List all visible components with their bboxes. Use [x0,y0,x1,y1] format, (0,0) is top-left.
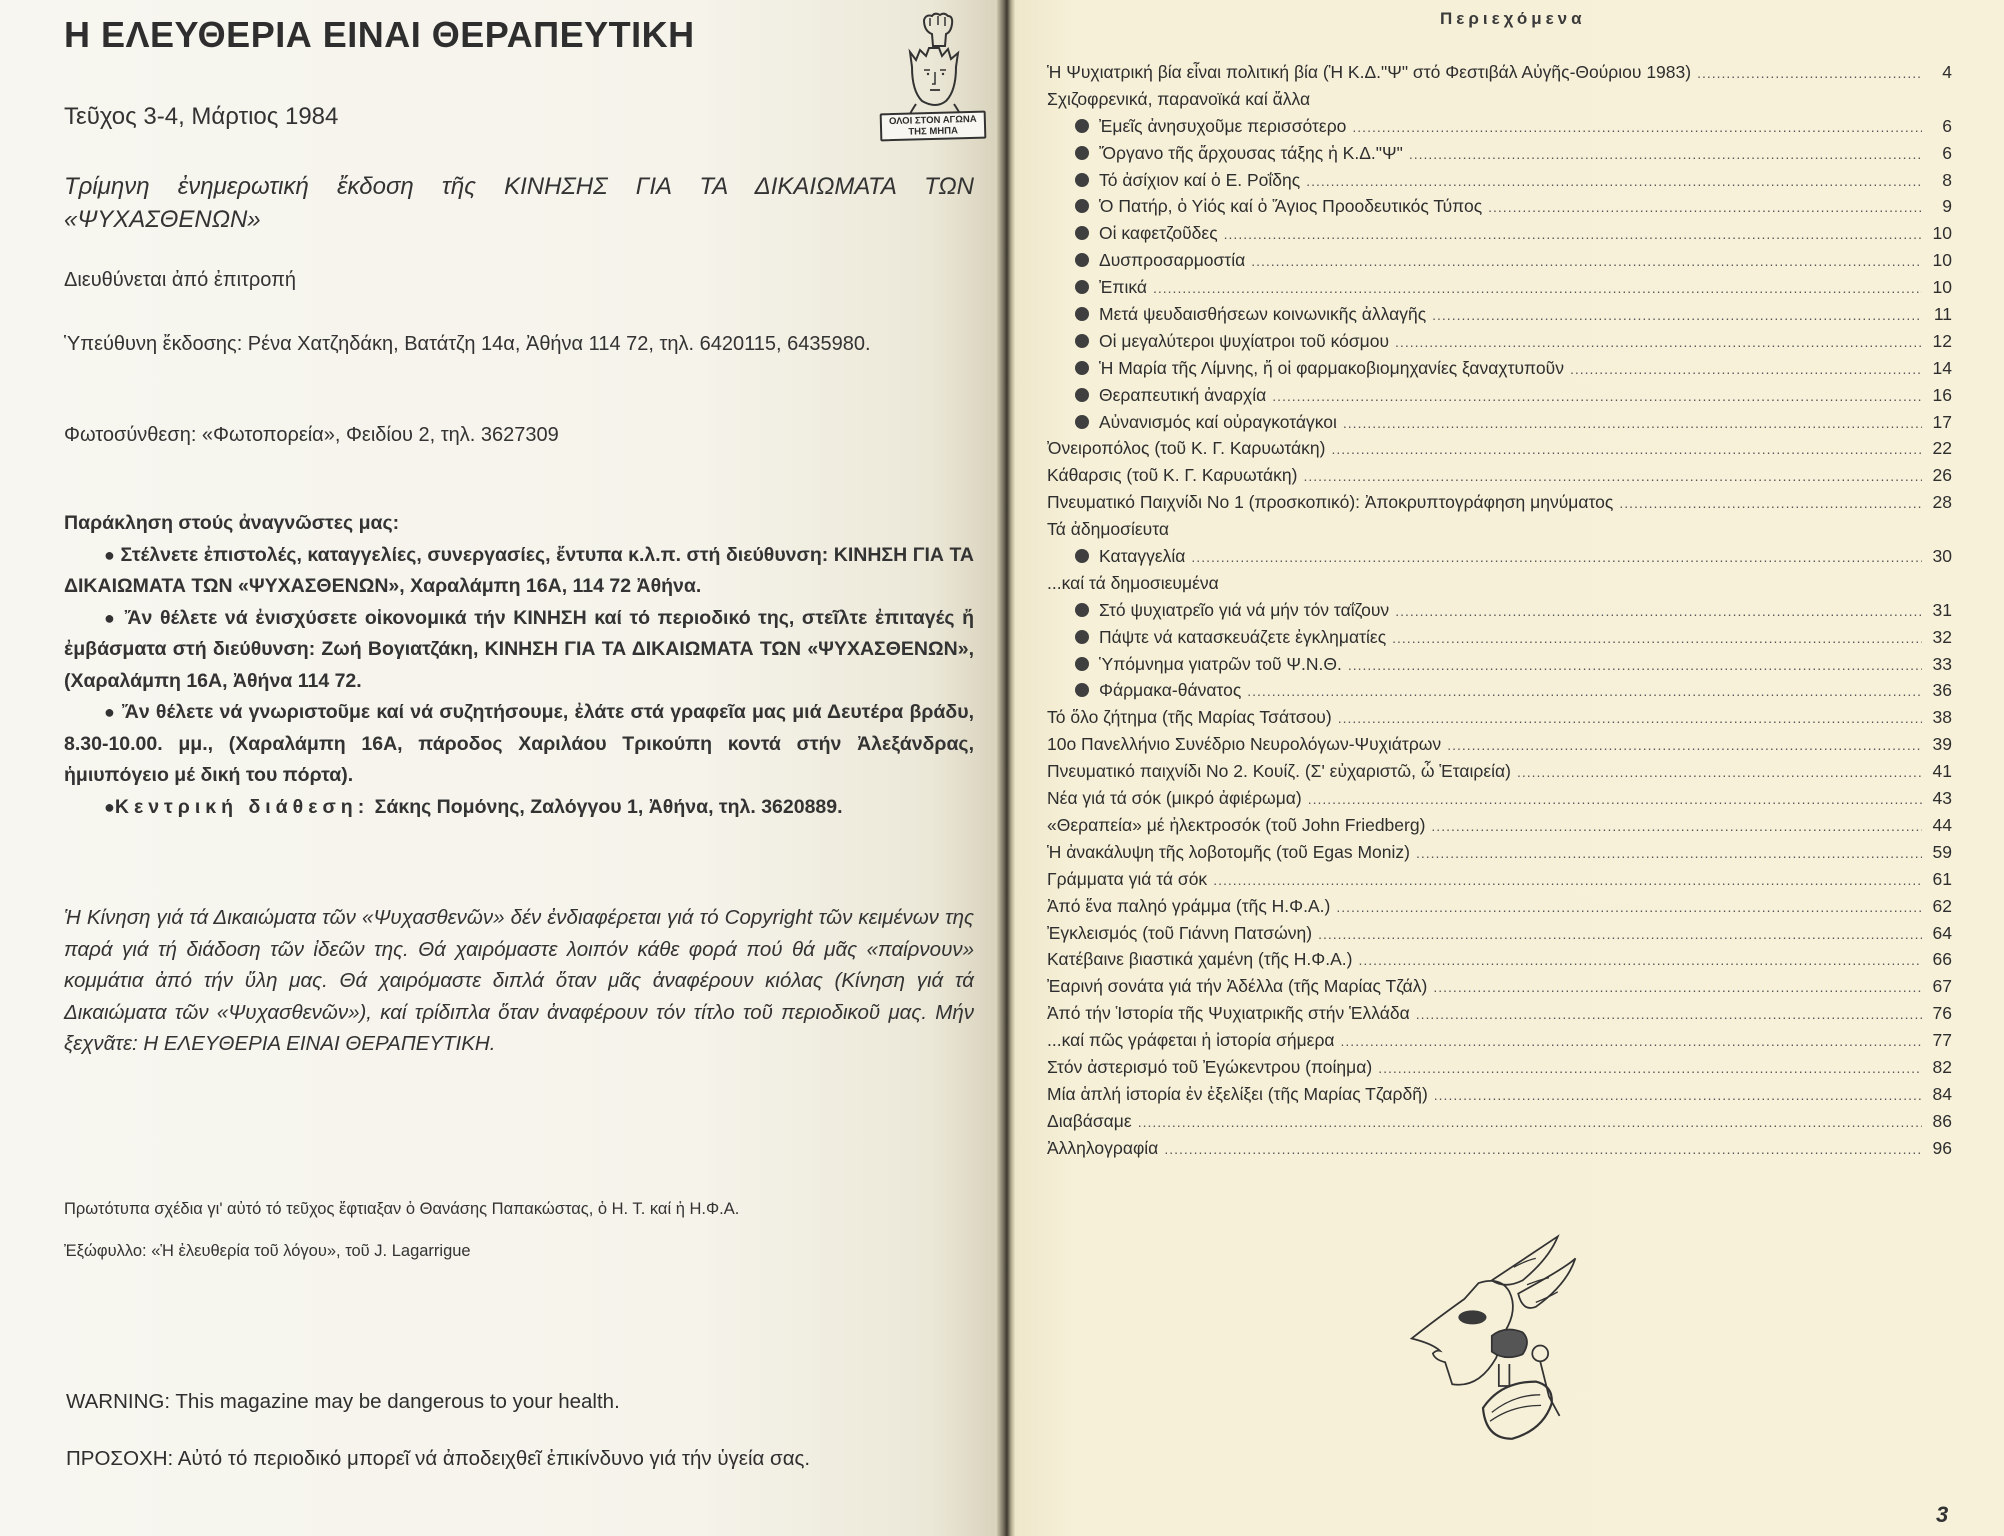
bullet-icon [1075,388,1089,402]
dot-leader [1697,65,1922,81]
toc-entry-page: 6 [1942,115,1952,136]
dot-leader [1341,1033,1922,1049]
toc-entry [1047,896,1952,923]
toc-entry-title: Σχιζοφρενικά, παρανοϊκά καί ἄλλα [1047,88,1311,109]
toc-entry-page: 22 [1932,438,1952,459]
toc-entry-title: Μετά ψευδαισθήσεων κοινωνικῆς ἀλλαγῆς [1099,304,1427,325]
toc-entry-page: 77 [1932,1030,1952,1051]
toc-entry [1047,438,1952,465]
dot-leader [1517,764,1922,780]
toc-entry-page: 10 [1932,250,1952,271]
raised-fist-logo-icon [894,12,976,114]
dot-leader [1331,441,1922,457]
toc-entry-title: Ὄργανο τῆς ἄρχουσας τάξης ἡ Κ.Δ."Ψ" [1099,142,1403,163]
toc-entry [1047,788,1952,815]
toc-entry [1047,492,1952,519]
toc-entry-title: «Θεραπεία» μέ ἠλεκτροσόκ (τοῦ John Friedberg) [1047,814,1426,835]
toc-entry [1047,923,1952,950]
toc-entry [1047,358,1952,385]
dot-leader [1488,199,1922,215]
toc-entry [1047,734,1952,761]
toc-entry [1047,223,1952,250]
toc-entry-title: Ἡ ἀνακάλυψη τῆς λοβοτομῆς (τοῦ Egas Moniz) [1047,841,1410,862]
toc-entry [1047,331,1952,358]
toc-entry-page: 36 [1932,680,1952,701]
toc-entry [1047,277,1952,304]
toc-entry-page: 6 [1942,142,1952,163]
toc-entry [1047,976,1952,1003]
toc-entry [1047,842,1952,869]
toc-entry [1047,707,1952,734]
toc-section-heading [1047,89,1952,116]
toc-entry [1047,949,1952,976]
bullet-icon [1075,199,1089,213]
toc-entry-page: 39 [1932,734,1952,755]
bullet-icon [1075,683,1089,697]
distribution-text: Σάκης Πομόνης, Ζαλόγγου 1, Ἀθήνα, τηλ. 3620889. [374,795,843,818]
toc-entry-page: 43 [1932,788,1952,809]
bullet-icon: ● [104,544,115,565]
toc-entry-page: 8 [1942,169,1952,190]
bullet-icon [1075,226,1089,240]
toc-entry [1047,815,1952,842]
toc-entry-title: Δυσπροσαρμοστία [1099,250,1246,271]
toc-entry [1047,1138,1952,1165]
dot-leader [1358,952,1922,968]
toc-entry-page: 30 [1932,546,1952,567]
bullet-icon: ● [104,702,116,722]
dot-leader [1409,146,1922,162]
toc-entry-title: Αὐνανισμός καί οὐραγκοτάγκοι [1099,411,1337,432]
dot-leader [1308,791,1922,807]
dot-leader [1416,845,1922,861]
toc-entry-page: 64 [1932,922,1952,943]
bullet-icon [1075,280,1089,294]
dot-leader [1153,280,1922,296]
dot-leader [1343,415,1922,431]
readers-item [64,603,974,698]
toc-entry-title: Κατέβαινε βιαστικά χαμένη (τῆς Η.Φ.Α.) [1047,949,1353,970]
toc-entry [1047,869,1952,896]
toc-title: Περιεχόμενα [1440,9,1586,28]
toc-entry [1047,1030,1952,1057]
toc-entry-title: Πνευματικό Παιχνίδι Νο 1 (προσκοπικό): Ἀποκρυπτογράφηση μηνύματος [1047,492,1614,513]
toc-entry-title: Τό ὅλο ζήτημα (τῆς Μαρίας Τσάτσου) [1047,707,1332,728]
toc-entry-title: Ἐγκλεισμός (τοῦ Γιάννη Πατσώνη) [1047,922,1313,943]
dot-leader [1213,872,1922,888]
toc-entry-title: Τό ἀσίχιον καί ὁ Ε. Ροΐδης [1099,169,1301,190]
bullet-icon [1075,657,1089,671]
toc-entry-title: Διαβάσαμε [1047,1110,1132,1131]
dot-leader [1378,1060,1922,1076]
toc-entry-page: 59 [1932,841,1952,862]
dot-leader [1251,253,1922,269]
toc-entry [1047,62,1952,89]
toc-section-heading [1047,519,1952,546]
dot-leader [1224,226,1922,242]
table-of-contents [1047,62,1952,1165]
toc-entry-title: Ὀνειροπόλος (τοῦ Κ. Γ. Καρυωτάκη) [1047,438,1326,459]
toc-entry-title: Ἡ Μαρία τῆς Λίμνης, ἤ οἱ φαρμακοβιομηχανίες ξαναχτυποῦν [1099,357,1564,378]
masthead-title: Η ΕΛΕΥΘΕΡΙΑ ΕΙΝΑΙ ΘΕΡΑΠΕΥΤΙΚΗ [64,14,695,55]
dot-leader [1619,495,1922,511]
toc-entry [1047,546,1952,573]
toc-entry-title: 10ο Πανελλήνιο Συνέδριο Νευρολόγων-Ψυχιάτρων [1047,734,1442,755]
dot-leader [1434,1087,1922,1103]
toc-entry-page: 96 [1932,1137,1952,1158]
toc-entry-page: 31 [1932,599,1952,620]
toc-entry-page: 4 [1942,62,1952,82]
dot-leader [1348,657,1922,673]
bullet-icon [1075,146,1089,160]
toc-entry-title: ...καί τά δημοσιευμένα [1047,572,1219,593]
dot-leader [1570,361,1922,377]
dot-leader [1338,710,1922,726]
dot-leader [1272,388,1922,404]
toc-entry-page: 32 [1932,626,1952,647]
toc-entry [1047,143,1952,170]
movement-logo [880,12,990,142]
readers-item-text: Ἄν θέλετε νά γνωριστοῦμε καί νά συζητήσουμε, ἐλάτε στά γραφεῖα μας μιά Δευτέρα βράδυ, 8.30-10.00. μμ., (Χαραλάμπη 16Α, πάροδος Χαριλάου Τρικούπη κοντά στήν Ἀλεξάνδρας, ἡμιυπόγειο μέ δική του πόρτα). [64,701,975,786]
copyright-note: Ἡ Κίνηση γιά τά Δικαιώματα τῶν «Ψυχασθενῶν» δέν ἐνδιαφέρεται γιά τό Copyright τῶν κειμένων της παρά γιά τή διάδοση τῶν ἰδεῶν της. Θά χαιρόμαστε λοιπόν κάθε φορά πού θά μᾶς «παίρνουν» κομμάτια ἀπό τήν ὕλη μας. Θά χαιρόμαστε διπλά ὅταν μᾶς ἀναφέρουν κιόλας (Κίνηση γιά τά Δικαιώματα τῶν «Ψυχασθενῶν»), καί τρίδιπλα ὅταν ἀναφέρουν τόν τίτλο τοῦ περιοδικοῦ μας. Μήν ξεχνᾶτε: Η ΕΛΕΥΘΕΡΙΑ ΕΙΝΑΙ ΘΕΡΑΠΕΥΤΙΚΗ. [64,906,974,1055]
toc-entry-page: 10 [1932,277,1952,298]
dot-leader [1395,334,1922,350]
design-credits: Πρωτότυπα σχέδια γι' αὐτό τό τεῦχος ἔφτιαξαν ὁ Θανάσης Παπακώστας, ὁ Η. Τ. καί ἡ Η.Φ.Α. [64,1200,740,1218]
toc-entry [1047,1057,1952,1084]
toc-entry [1047,1003,1952,1030]
toc-entry-page: 26 [1932,465,1952,486]
toc-entry [1047,600,1952,627]
directed-by: Διευθύνεται ἀπό ἐπιτροπή [64,269,297,291]
toc-entry [1047,385,1952,412]
left-page [0,0,1000,1536]
toc-entry-title: Ἀπό τήν Ἱστορία τῆς Ψυχιατρικῆς στήν Ἑλλάδα [1047,1003,1410,1024]
toc-entry-page: 41 [1932,761,1952,782]
toc-entry [1047,116,1952,143]
cover-credit: Ἐξώφυλλο: «Ἡ ἐλευθερία τοῦ λόγου», τοῦ J. Lagarrigue [64,1242,471,1260]
toc-entry-page: 10 [1932,223,1952,244]
toc-entry [1047,465,1952,492]
readers-notice [64,508,974,823]
toc-entry-page: 76 [1932,1003,1952,1024]
toc-entry-page: 67 [1932,976,1952,997]
bullet-icon: ● [104,607,118,628]
dot-leader [1416,1006,1922,1022]
dot-leader [1191,549,1922,565]
toc-entry [1047,627,1952,654]
toc-entry-title: Στόν ἀστερισμό τοῦ Ἐγώκεντρου (ποίημα) [1047,1056,1373,1077]
toc-entry-page: 28 [1932,492,1952,513]
distribution-label: Κεντρική διάθεση: [114,795,370,818]
toc-entry [1047,761,1952,788]
toc-entry-title: Νέα γιά τά σόκ (μικρό ἀφιέρωμα) [1047,788,1302,809]
dot-leader [1318,926,1922,942]
toc-entry-title: Στό ψυχιατρεῖο γιά νά μήν τόν ταΐζουν [1099,599,1390,620]
dot-leader [1138,1114,1922,1130]
bullet-icon [1075,173,1089,187]
bullet-icon [1075,415,1089,429]
bullet-icon [1075,603,1089,617]
dot-leader [1392,630,1922,646]
dot-leader [1447,737,1922,753]
readers-item-text: Ἄν θέλετε νά ἐνισχύσετε οἰκονομικά τήν ΚΙΝΗΣΗ καί τό περιοδικό της, στεῖλτε ἐπιταγές ἤ ἐμβάσματα στή διεύθυνση: Ζωή Βογιατζάκη, ΚΙΝΗΣΗ ΓΙΑ ΤΑ ΔΙΚΑΙΩΜΑΤΑ ΤΩΝ «ΨΥΧΑΣΘΕΝΩΝ», (Χαραλάμπη 16Α, Ἀθήνα 114 72. [64,606,975,692]
toc-entry-page: 16 [1932,384,1952,405]
book-spine [997,0,1015,1536]
toc-entry-title: Ὑπόμνημα γιατρῶν τοῦ Ψ.Ν.Θ. [1099,653,1342,674]
toc-entry-title: Ὁ Πατήρ, ὁ Υἱός καί ὁ Ἅγιος Προοδευτικός Τύπος [1099,196,1483,217]
toc-entry [1047,170,1952,197]
toc-entry-title: Φάρμακα-θάνατος [1099,680,1242,701]
dot-leader [1306,173,1922,189]
toc-entry-title: Ἀλληλογραφία [1047,1137,1159,1158]
readers-item [64,697,974,792]
warning-greek: ΠΡΟΣΟΧΗ: Αὐτό τό περιοδικό μπορεῖ νά ἀποδειχθεῖ ἐπικίνδυνο γιά τήν ὑγεία σας. [66,1447,811,1470]
bullet-icon [1075,334,1089,348]
bullet-icon [1075,361,1089,375]
dot-leader [1433,979,1922,995]
toc-entry-page: 11 [1933,304,1952,325]
dot-leader [1431,818,1922,834]
dot-leader [1247,683,1922,699]
logo-caption: ΟΛΟΙ ΣΤΟΝ ΑΓΩΝΑ ΤΗΣ ΜΗΠΑ [880,111,987,142]
distribution-item [64,792,974,824]
toc-entry-title: Τά ἀδημοσίευτα [1047,519,1169,540]
toc-entry-page: 44 [1932,814,1952,835]
toc-entry-title: Ἐμεῖς ἀνησυχοῦμε περισσότερο [1099,115,1347,136]
bullet-icon: ● [104,796,115,817]
toc-entry-title: Ἀπό ἕνα παληό γράμμα (τῆς Η.Φ.Α.) [1047,895,1331,916]
warning-english: WARNING: This magazine may be dangerous to your health. [66,1390,620,1413]
toc-entry [1047,680,1952,707]
dot-leader [1164,1141,1922,1157]
toc-entry [1047,196,1952,223]
page-number: 3 [1936,1502,1949,1527]
toc-entry-title: Ἡ Ψυχιατρική βία εἶναι πολιτική βία (Ἡ Κ.Δ."Ψ" στό Φεστιβάλ Αὐγῆς-Θούριου 1983) [1047,62,1692,82]
toc-entry-page: 9 [1942,196,1952,217]
toc-entry-page: 12 [1932,330,1952,351]
readers-heading: Παράκληση στούς ἀναγνῶστες μας: [64,512,400,534]
publisher-info: Ὑπεύθυνη ἔκδοσης: Ρένα Χατζηδάκη, Βατάτζη 14α, Ἀθήνα 114 72, τηλ. 6420115, 6435980. [64,333,871,355]
bullet-icon [1075,307,1089,321]
toc-entry [1047,412,1952,439]
toc-entry-title: Κάθαρσις (τοῦ Κ. Γ. Καρυωτάκη) [1047,465,1298,486]
bullet-icon [1075,119,1089,133]
bullet-icon [1075,630,1089,644]
dot-leader [1395,603,1922,619]
issue-info: Τεῦχος 3-4, Μάρτιος 1984 [64,103,339,130]
toc-entry-title: Οἱ καφετζοῦδες [1099,223,1218,244]
dot-leader [1303,468,1922,484]
toc-entry-page: 66 [1932,949,1952,970]
readers-item [64,540,974,603]
dot-leader [1336,899,1922,915]
toc-entry-page: 33 [1932,653,1952,674]
toc-entry-title: Πνευματικό παιχνίδι Νο 2. Κουίζ. (Σ' εὐχαριστῶ, ὦ Ἑταιρεία) [1047,761,1511,782]
toc-entry-title: Ἐπικά [1099,277,1147,298]
toc-entry-page: 38 [1932,707,1952,728]
toc-entry [1047,250,1952,277]
toc-entry-title: Θεραπευτική ἀναρχία [1099,384,1267,405]
toc-entry-page: 14 [1932,357,1952,378]
bullet-icon [1075,549,1089,563]
toc-entry-title: ...καί πῶς γράφεται ἡ ἱστορία σήμερα [1047,1030,1335,1051]
toc-entry-title: Γράμματα γιά τά σόκ [1047,868,1208,889]
toc-entry [1047,1111,1952,1138]
winged-head-illustration-icon [1395,1232,1615,1452]
toc-entry-page: 61 [1932,868,1952,889]
typesetting-info: Φωτοσύνθεση: «Φωτοπορεία», Φειδίου 2, τηλ. 3627309 [64,424,559,446]
toc-entry-title: Πάψτε νά κατασκευάζετε ἐγκληματίες [1099,626,1387,647]
toc-entry-title: Ἐαρινή σονάτα γιά τήν Ἀδέλλα (τῆς Μαρίας Τζάλ) [1047,976,1428,997]
toc-entry-title: Καταγγελία [1099,546,1186,567]
toc-entry-page: 86 [1932,1110,1952,1131]
dot-leader [1432,307,1922,323]
readers-item-text: Στέλνετε ἐπιστολές, καταγγελίες, συνεργασίες, ἔντυπα κ.λ.π. στή διεύθυνση: ΚΙΝΗΣΗ ΓΙΑ ΤΑ ΔΙΚΑΙΩΜΑΤΑ ΤΩΝ «ΨΥΧΑΣΘΕΝΩΝ», Χαραλάμπη 16Α, 114 72 Ἀθήνα. [64,543,974,597]
dot-leader [1352,119,1922,135]
toc-entry [1047,1084,1952,1111]
toc-entry-page: 17 [1932,411,1952,432]
toc-entry-page: 62 [1932,895,1952,916]
toc-section-heading [1047,573,1952,600]
toc-entry-page: 82 [1932,1056,1952,1077]
publication-subtitle: Τρίμηνη ἐνημερωτική ἔκδοση τῆς ΚΙΝΗΣΗΣ ΓΙΑ ΤΑ ΔΙΚΑΙΩΜΑΤΑ ΤΩΝ «ΨΥΧΑΣΘΕΝΩΝ» [64,173,974,233]
toc-entry-title: Μία ἁπλή ἱστορία ἐν ἐξελίξει (τῆς Μαρίας Τζαρδῆ) [1047,1083,1428,1104]
toc-entry [1047,304,1952,331]
toc-entry-title: Οἱ μεγαλύτεροι ψυχίατροι τοῦ κόσμου [1099,330,1390,351]
toc-entry [1047,654,1952,681]
toc-entry-page: 84 [1932,1083,1952,1104]
bullet-icon [1075,253,1089,267]
